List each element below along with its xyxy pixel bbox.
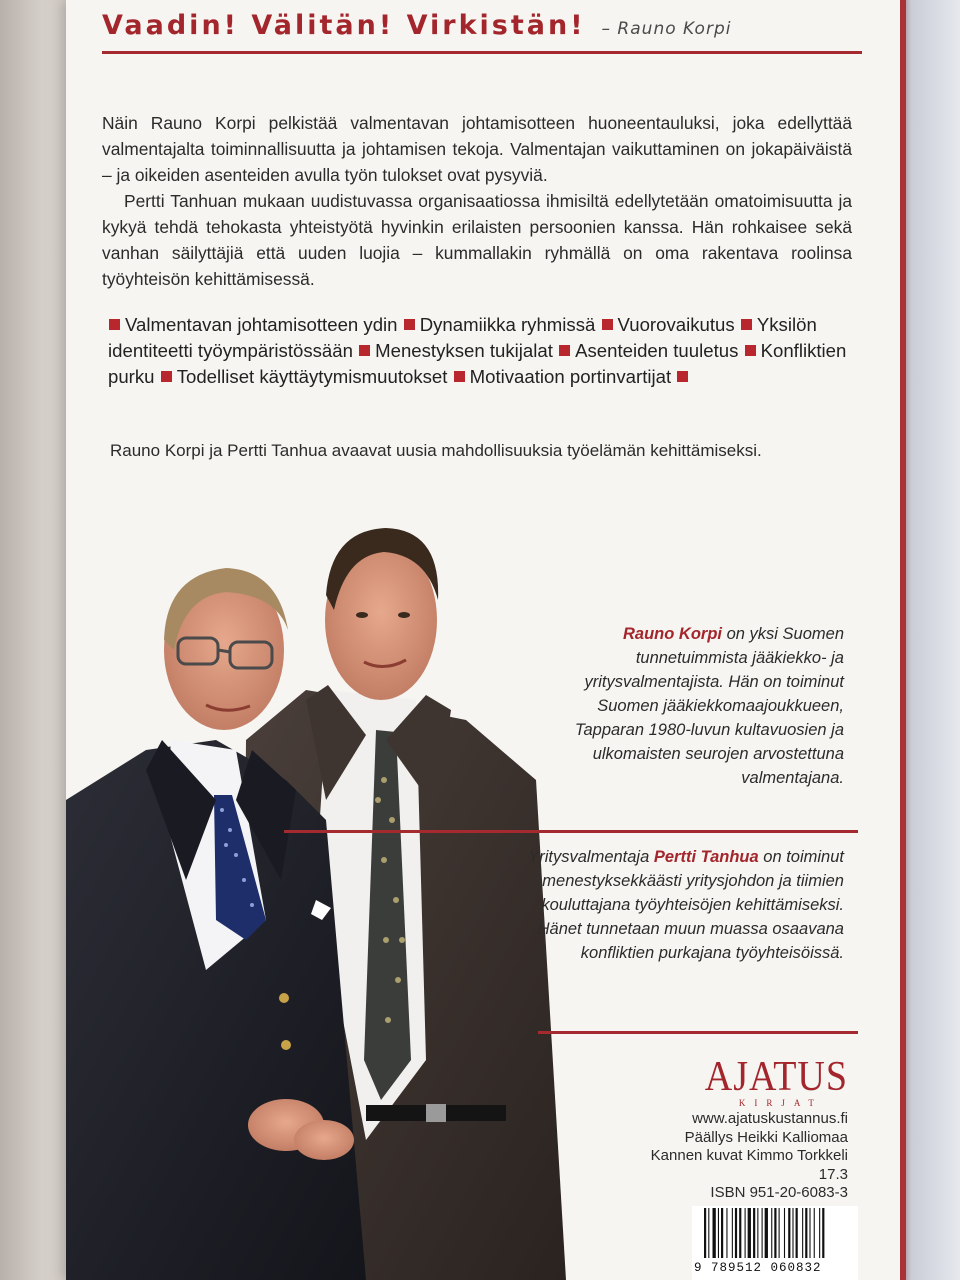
barcode-bar bbox=[718, 1208, 719, 1258]
barcode-bar bbox=[822, 1208, 824, 1258]
barcode-bar bbox=[713, 1208, 716, 1258]
barcode bbox=[692, 1206, 858, 1280]
barcode-bar bbox=[748, 1208, 751, 1258]
topic-item: Dynamiikka ryhmissä bbox=[419, 314, 596, 335]
barcode-bar bbox=[792, 1208, 793, 1258]
topic-item: Vuorovaikutus bbox=[617, 314, 735, 335]
publisher-logo bbox=[704, 1053, 848, 1108]
barcode-bar bbox=[819, 1208, 820, 1258]
bullet-square-icon bbox=[109, 319, 120, 330]
divider-line bbox=[284, 830, 858, 833]
divider-line bbox=[538, 1031, 858, 1034]
bullet-square-icon bbox=[161, 371, 172, 382]
bio-pertti-tanhua bbox=[504, 845, 844, 965]
headline-title: Vaadin! Välitän! Virkistän! bbox=[102, 10, 586, 41]
barcode-bar bbox=[757, 1208, 758, 1258]
publisher-sub: KIRJAT bbox=[738, 1098, 823, 1108]
headline-author: – Rauno Korpi bbox=[601, 19, 732, 39]
barcode-bars bbox=[702, 1206, 850, 1262]
bio-name: Rauno Korpi bbox=[623, 625, 723, 643]
bullet-square-icon bbox=[741, 319, 752, 330]
barcode-number: 9 789512 060832 bbox=[694, 1261, 822, 1275]
topic-item: Menestyksen tukijalat bbox=[375, 340, 553, 361]
cover-design-credit: Päällys Heikki Kalliomaa bbox=[684, 1128, 848, 1146]
barcode-bar bbox=[814, 1208, 815, 1258]
book-back-cover bbox=[66, 0, 906, 1280]
barcode-bar bbox=[809, 1208, 810, 1258]
topic-item: Konfliktien purku bbox=[108, 340, 847, 387]
publisher-name: AJATUS bbox=[704, 1053, 848, 1101]
bio-rauno-korpi bbox=[544, 622, 844, 790]
topic-item: Asenteiden tuuletus bbox=[575, 340, 739, 361]
bio-text: on yksi Suomen tunnetuimmista jääkiekko- ja yritysvalmentajista. Hän on toiminut Suomen jääkiekkomaajoukkueen, Tapparan 1980-luvun kultavuosien ja ulkomaisten seurojen arvostettuna valmentajana. bbox=[574, 625, 844, 787]
bullet-square-icon bbox=[454, 371, 465, 382]
barcode-bar bbox=[805, 1208, 807, 1258]
barcode-bar bbox=[771, 1208, 772, 1258]
headline bbox=[102, 10, 862, 54]
bullet-square-icon bbox=[359, 345, 370, 356]
intro-paragraph-1: Näin Rauno Korpi pelkistää valmentavan johtamisotteen huoneentauluksi, joka edellyttää valmentajalta toiminnallisuutta ja johtamisen tekoja. Valmentajan vaikuttaminen on jokapäiväistä – ja oikeiden asenteiden avulla työn tulokset ovat pysyviä. bbox=[102, 113, 852, 185]
intro-paragraph-2: Pertti Tanhuan mukaan uudistuvassa organisaatiossa ihmisiltä edellytetään omatoimisuutta ja kykyä tehdä tehokasta yhteistyötä hyvinkin erilaisten persoonien kanssa. Hän rohkaisee sekä vanhan säilyttäjiä että uuden luojia – kummallakin ryhmällä on oma rakentava roolinsa työyhteisön kehittämisessä. bbox=[102, 191, 852, 289]
colophon bbox=[651, 1110, 848, 1203]
isbn: ISBN 951-20-6083-3 bbox=[710, 1184, 848, 1201]
barcode-bar bbox=[735, 1208, 737, 1258]
intro-text bbox=[102, 110, 852, 292]
bullet-square-icon bbox=[404, 319, 415, 330]
bullet-square-icon bbox=[559, 345, 570, 356]
bullet-square-icon bbox=[677, 371, 688, 382]
topic-item: Motivaation portinvartijat bbox=[469, 366, 672, 387]
barcode-bar bbox=[739, 1208, 741, 1258]
barcode-bar bbox=[732, 1208, 733, 1258]
bio-text: on toiminut menestyksekkäästi yritysjohdon ja tiimien kouluttajana työyhteisöjen kehittämiseksi. Hänet tunnetaan muun muassa osaavana konfliktien purkajana työyhteisöissä. bbox=[537, 848, 844, 962]
bio-prefix: Yritysvalmentaja bbox=[528, 848, 654, 866]
barcode-bar bbox=[774, 1208, 776, 1258]
topic-list bbox=[108, 312, 853, 390]
publisher-url: www.ajatuskustannus.fi bbox=[692, 1110, 848, 1127]
bio-name: Pertti Tanhua bbox=[653, 848, 759, 866]
barcode-bar bbox=[745, 1208, 746, 1258]
barcode-bar bbox=[704, 1208, 706, 1258]
bullet-square-icon bbox=[602, 319, 613, 330]
barcode-bar bbox=[779, 1208, 780, 1258]
background-left bbox=[0, 0, 70, 1280]
closing-text: Rauno Korpi ja Pertti Tanhua avaavat uusia mahdollisuuksia työelämän kehittämiseksi. bbox=[110, 441, 762, 460]
barcode-bar bbox=[784, 1208, 785, 1258]
classification: 17.3 bbox=[818, 1165, 848, 1183]
barcode-bar bbox=[708, 1208, 709, 1258]
topic-item: Valmentavan johtamisotteen ydin bbox=[125, 314, 398, 335]
topic-item: Todelliset käyttäytymismuutokset bbox=[176, 366, 448, 387]
barcode-bar bbox=[726, 1208, 727, 1258]
bullet-square-icon bbox=[745, 345, 756, 356]
cover-photo-credit: Kannen kuvat Kimmo Torkkeli bbox=[650, 1147, 848, 1164]
barcode-bar bbox=[762, 1208, 763, 1258]
barcode-bar bbox=[788, 1208, 790, 1258]
barcode-bar bbox=[802, 1208, 803, 1258]
topic-item: Yksilön identiteetti työympäristössään bbox=[108, 314, 817, 361]
barcode-bar bbox=[753, 1208, 755, 1258]
barcode-bar bbox=[796, 1208, 798, 1258]
barcode-bar bbox=[721, 1208, 723, 1258]
barcode-bar bbox=[765, 1208, 768, 1258]
